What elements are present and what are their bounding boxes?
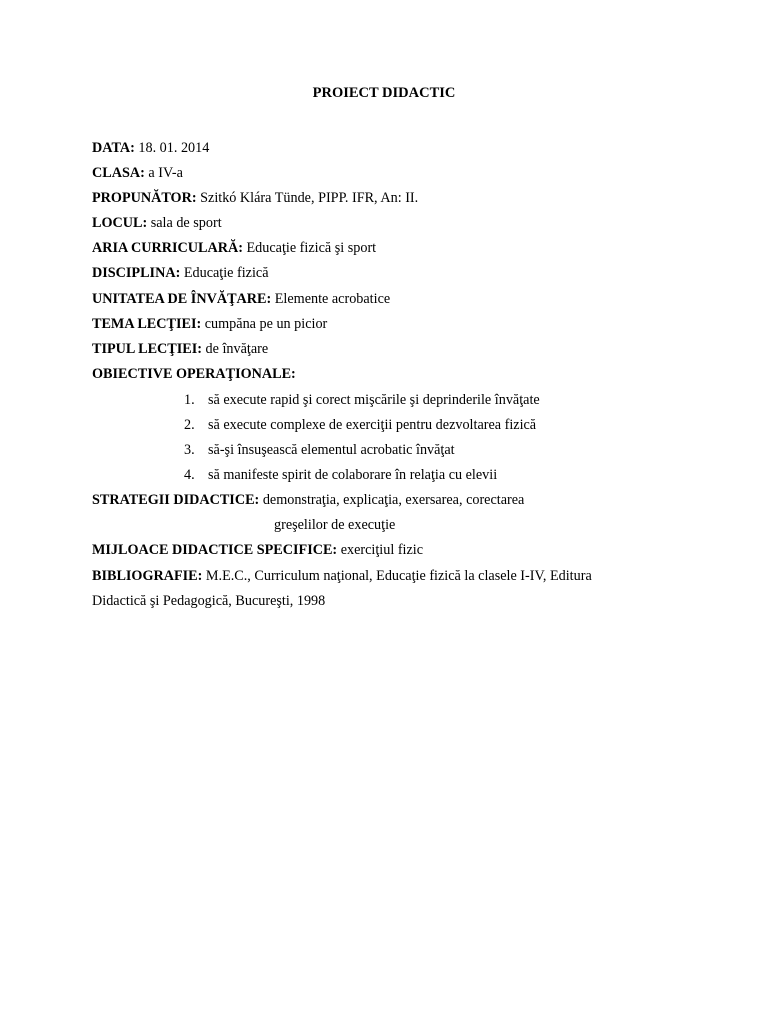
objective-number: 3. (184, 442, 195, 458)
field-value: 18. 01. 2014 (138, 140, 210, 156)
objective-text: să execute rapid şi corect mişcările şi deprinderile învăţate (208, 392, 540, 408)
field-clasa (92, 164, 183, 182)
field-unitatea-de-invatare (92, 290, 390, 308)
field-value: de învăţare (205, 341, 269, 357)
field-tipul-lectiei (92, 340, 268, 358)
field-disciplina (92, 264, 269, 282)
field-strategii-didactice (92, 491, 524, 509)
field-value: a IV-a (148, 165, 183, 181)
field-label: DISCIPLINA: (92, 265, 181, 281)
objective-text: să manifeste spirit de colaborare în relaţia cu elevii (208, 467, 498, 483)
field-label: LOCUL: (92, 215, 148, 231)
field-label: MIJLOACE DIDACTICE SPECIFICE: (92, 542, 338, 558)
field-label: TIPUL LECŢIEI: (92, 341, 202, 357)
field-aria-curriculara (92, 239, 376, 257)
field-value: Elemente acrobatice (274, 291, 391, 307)
field-bibliografie (92, 567, 592, 585)
objective-text: să-şi însuşească elementul acrobatic învăţat (208, 442, 455, 458)
strategies-continuation: greşelilor de execuţie (274, 517, 396, 533)
field-label: CLASA: (92, 165, 145, 181)
field-data (92, 139, 209, 157)
field-value: Educaţie fizică (183, 265, 269, 281)
field-mijloace-didactice (92, 541, 423, 559)
field-value: Szitkó Klára Tünde, PIPP. IFR, An: II. (200, 190, 419, 206)
objective-number: 4. (184, 467, 195, 483)
field-label: ARIA CURRICULARĂ: (92, 240, 243, 256)
document-title: PROIECT DIDACTIC (312, 85, 456, 101)
field-tema-lectiei (92, 315, 327, 333)
field-propunator (92, 189, 418, 207)
field-value: demonstraţia, explicaţia, exersarea, corectarea (262, 492, 525, 508)
field-value: cumpăna pe un picior (204, 316, 328, 332)
field-label: DATA: (92, 140, 135, 156)
field-value: M.E.C., Curriculum naţional, Educaţie fizică la clasele I-IV, Editura (205, 568, 592, 584)
field-label: PROPUNĂTOR: (92, 190, 197, 206)
bibliography-continuation: Didactică şi Pedagogică, Bucureşti, 1998 (92, 593, 326, 609)
field-value: sala de sport (150, 215, 222, 231)
objectives-heading (92, 365, 296, 383)
objective-number: 2. (184, 417, 195, 433)
field-label: UNITATEA DE ÎNVĂŢARE: (92, 291, 272, 307)
objectives-label: OBIECTIVE OPERAŢIONALE: (92, 366, 296, 382)
field-label: TEMA LECŢIEI: (92, 316, 202, 332)
field-label: STRATEGII DIDACTICE: (92, 492, 260, 508)
field-value: Educaţie fizică şi sport (246, 240, 377, 256)
field-label: BIBLIOGRAFIE: (92, 568, 203, 584)
objective-number: 1. (184, 392, 195, 408)
field-locul (92, 214, 222, 232)
field-value: exerciţiul fizic (340, 542, 424, 558)
objective-text: să execute complexe de exerciţii pentru dezvoltarea fizică (208, 417, 537, 433)
